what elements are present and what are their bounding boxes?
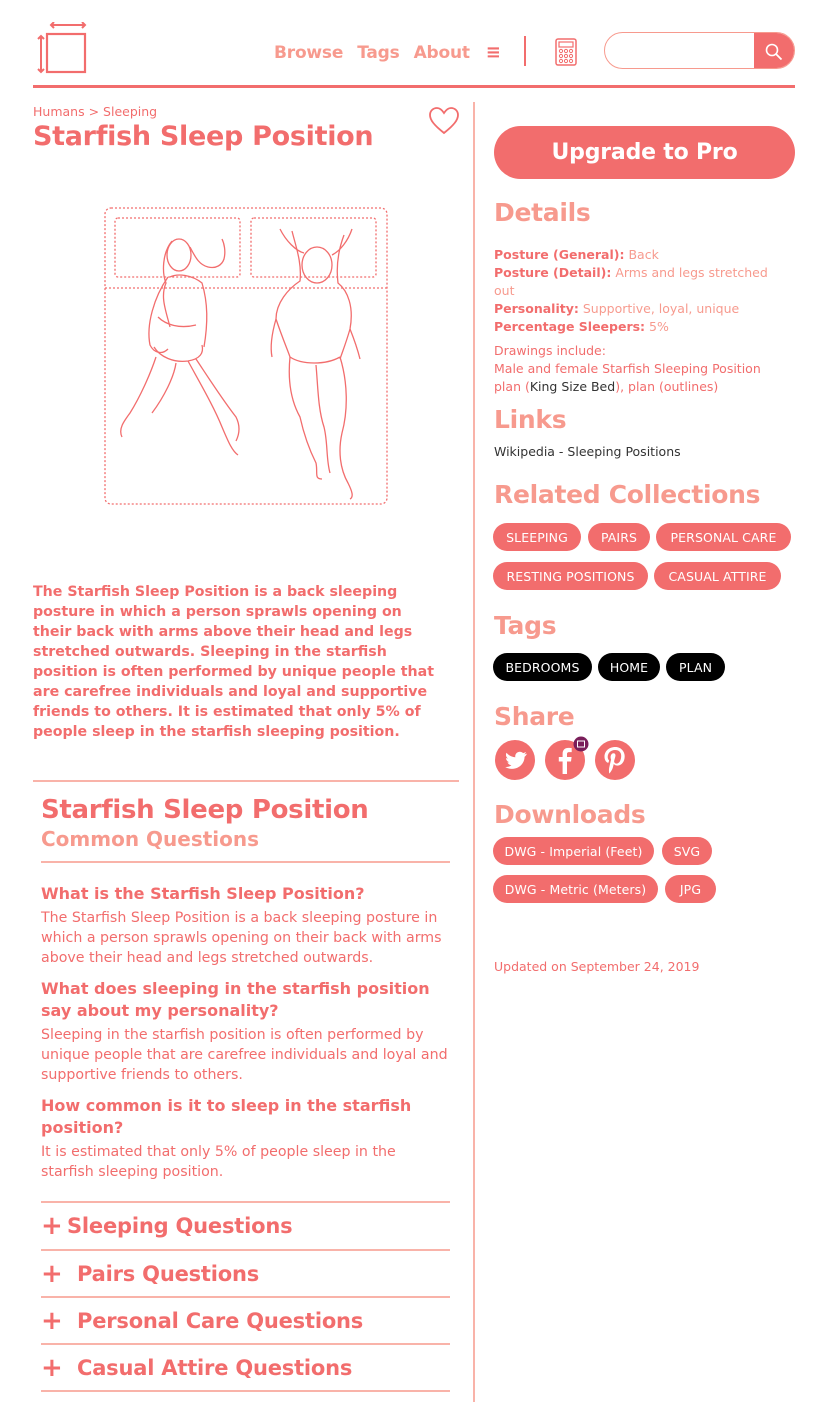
collection-personal-care[interactable]: PERSONAL CARE [656,523,791,551]
updated-label: Updated on [494,959,567,974]
description: The Starfish Sleep Position is a back sleeping posture in which a person sprawls opening on their back with arms above their head and legs stretched outwards. Sleeping in the starfish position is often performed by unique people that are carefree individuals and loyal and supportive friends to others. It is estimated that only 5% of people sleep in the starfish sleeping position. [33,584,435,740]
badge-icon [573,736,589,752]
menu-icon[interactable]: ≡ [485,42,501,63]
nav-about[interactable]: About [413,42,470,63]
download-svg[interactable]: SVG [662,837,712,865]
accordion-pairs-questions[interactable] [41,1251,450,1298]
accordion-label: Casual Attire Questions [77,1356,353,1380]
plus-icon: + [41,1259,63,1289]
collection-resting-positions[interactable]: RESTING POSITIONS [493,562,648,590]
nav-divider [524,36,526,66]
related-heading: Related Collections [494,480,761,509]
breadcrumb-sleeping[interactable]: Sleeping [103,104,158,119]
plus-icon: + [41,1306,63,1336]
logo-icon[interactable] [35,22,87,74]
search-box [604,32,795,69]
wikipedia-link[interactable]: Wikipedia - Sleeping Positions [494,444,681,459]
breadcrumb-separator: > [88,104,100,119]
nav-browse[interactable]: Browse [274,42,344,63]
starfish-sleep-plan-drawing [104,207,388,505]
section-divider [33,780,459,782]
faq-subtitle: Common Questions [41,827,260,851]
drawings-info [494,342,784,396]
faq-answer: It is estimated that only 5% of people sleep in the starfish sleeping position. [41,1144,396,1180]
updated-date [494,959,699,974]
twitter-icon[interactable] [495,740,535,780]
faq-question: What is the Starfish Sleep Position? [41,884,365,903]
breadcrumb [33,104,157,119]
accordion-label: Sleeping Questions [67,1214,293,1238]
breadcrumb-humans[interactable]: Humans [33,104,85,119]
detail-posture-detail: Posture (Detail): Arms and legs stretched out [494,265,768,298]
accordion-label: Pairs Questions [77,1262,260,1286]
faq-question: How common is it to sleep in the starfish position? [41,1096,412,1137]
upgrade-button[interactable]: Upgrade to Pro [494,126,795,179]
bed-link[interactable]: King Size Bed [529,379,616,394]
faq-title: Starfish Sleep Position [41,795,369,825]
details-list [494,246,784,336]
plus-icon: + [41,1211,63,1241]
share-heading: Share [494,702,575,731]
main-nav [274,42,501,63]
links-heading: Links [494,405,567,434]
tags-heading: Tags [494,611,557,640]
collection-pairs[interactable]: PAIRS [588,523,650,551]
collection-sleeping[interactable]: SLEEPING [493,523,581,551]
accordion-personal-care-questions[interactable] [41,1298,450,1345]
search-input[interactable] [617,41,747,61]
download-jpg[interactable]: JPG [665,875,716,903]
tag-home[interactable]: HOME [598,653,660,681]
faq-question: What does sleeping in the starfish position say about my personality? [41,979,430,1020]
site-header [33,22,795,88]
faq-answer: Sleeping in the starfish position is often performed by unique people that are carefree individuals and loyal and supportive friends to others. [41,1027,448,1083]
detail-personality: Personality: Supportive, loyal, unique [494,301,740,316]
drawings-text: Male and female Starfish Sleeping Position plan (King Size Bed), plan (outlines) [494,361,761,394]
details-heading: Details [494,198,591,227]
drawings-label: Drawings include: [494,343,606,358]
tag-plan[interactable]: PLAN [666,653,725,681]
plus-icon: + [41,1353,63,1383]
search-icon [765,43,783,61]
page-title: Starfish Sleep Position [33,121,374,152]
heart-icon[interactable] [428,106,460,136]
download-dwg-imperial[interactable]: DWG - Imperial (Feet) [493,837,654,865]
download-dwg-metric[interactable]: DWG - Metric (Meters) [493,875,658,903]
pinterest-icon[interactable] [595,740,635,780]
collection-casual-attire[interactable]: CASUAL ATTIRE [654,562,781,590]
updated-value: September 24, 2019 [570,959,700,974]
detail-percentage-sleepers: Percentage Sleepers: 5% [494,319,669,334]
accordion-label: Personal Care Questions [77,1309,364,1333]
accordion-divider [41,1390,450,1392]
downloads-heading: Downloads [494,800,646,829]
nav-tags[interactable]: Tags [357,42,400,63]
detail-posture-general: Posture (General): Back [494,247,659,262]
column-divider [473,102,475,1402]
tag-bedrooms[interactable]: BEDROOMS [493,653,592,681]
faq-answer: The Starfish Sleep Position is a back sleeping posture in which a person sprawls opening on their back with arms above their head and legs stretched outwards. [41,910,442,966]
accordion-casual-attire-questions[interactable] [41,1345,450,1392]
search-button[interactable] [754,33,794,69]
accordion-sleeping-questions[interactable] [41,1203,450,1250]
faq-divider [41,861,450,863]
calculator-icon[interactable] [555,38,577,66]
